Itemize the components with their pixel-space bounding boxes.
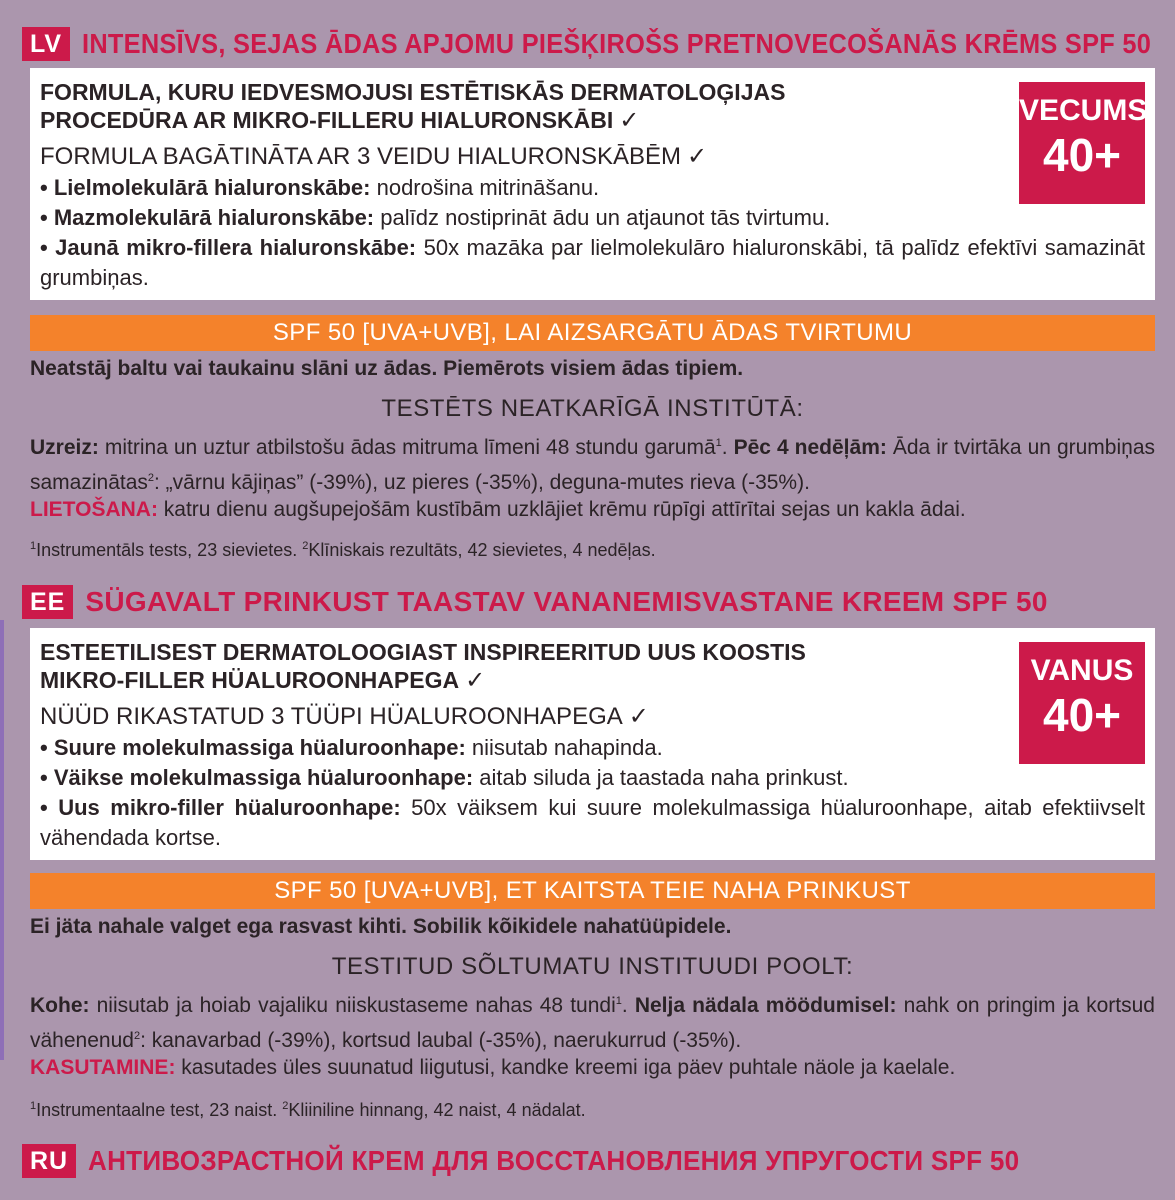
ee-bullet-3: • Uus mikro-filler hüaluroonhape: 50x väiksem kui suure molekulmassiga hüaluroonhape, aitab efektiivselt vähendada kortse. <box>40 795 1146 850</box>
lv-footnotes: $^1$Instrumentāls tests, 23 sievietes. $^2$Klīniskais rezultāts, 42 sievietes, 4 nedēļas. <box>30 540 656 560</box>
ee-results: Kohe: niisutab ja hoiab vajaliku niiskustaseme nahas 48 tundi$^1$. Nelja nädala möödumisel: nahk on pringim ja kortsud vähenenud$^2$: kanavarbad (-39%), kortsud laubal (-35%), naerukurrud (-35%). <box>30 994 1155 1052</box>
ee-enriched-heading: NÜÜD RIKASTATUD 3 TÜÜPI HÜALUROONHAPEGA ✓ <box>40 703 649 730</box>
ee-usage: KASUTAMINE: kasutades üles suunatud liigutusi, kandke kreemi iga päev puhtale näole ja kaelale. <box>30 1056 956 1079</box>
left-edge-strip <box>0 620 4 1060</box>
lv-check-icon-2: ✓ <box>687 143 708 170</box>
ee-formula-heading: ESTEETILISEST DERMATOLOOGIAST INSPIREERITUD UUS KOOSTIS MIKRO-FILLER HÜALUROONHAPEGA ✓ <box>40 639 806 694</box>
ee-formula-box <box>30 628 1155 860</box>
ee-check-icon: ✓ <box>465 667 486 694</box>
lv-usage: LIETOŠANA: katru dienu augšupejošām kustībām uzklājiet krēmu rūpīgi attīrītai sejas un kakla ādai. <box>30 498 966 521</box>
ee-age-badge: VANUS 40+ <box>1019 642 1145 764</box>
ee-title-row <box>22 580 1153 624</box>
ru-language-badge: RU <box>22 1144 76 1178</box>
lv-check-icon: ✓ <box>619 107 640 134</box>
lv-bullet-1: • Lielmolekulārā hialuronskābe: nodrošina mitrināšanu. <box>40 175 600 200</box>
ee-tested-heading: TESTITUD SÕLTUMATU INSTITUUDI POOLT: <box>331 953 854 980</box>
ee-footnotes: $^1$Instrumentaalne test, 23 naist. $^2$Kliiniline hinnang, 42 naist, 4 nädalat. <box>30 1100 586 1120</box>
ee-product-title: SÜGAVALT PRINKUST TAASTAV VANANEMISVASTANE KREEM SPF 50 <box>85 586 1048 617</box>
ee-spf-bar: SPF 50 [UVA+UVB], ET KAITSTA TEIE NAHA PRINKUST <box>30 873 1155 909</box>
lv-formula-heading: FORMULA, KURU IEDVESMOJUSI ESTĒTISKĀS DERMATOLOĢIJAS PROCEDŪRA AR MIKRO-FILLERU HIALURONSKĀBI ✓ <box>40 79 786 134</box>
ru-title-row <box>22 1139 1153 1183</box>
lv-enriched-heading: FORMULA BAGĀTINĀTA AR 3 VEIDU HIALURONSKĀBĒM ✓ <box>40 143 708 170</box>
ee-bullet-2: • Väikse molekulmassiga hüaluroonhape: aitab siluda ja taastada naha prinkust. <box>40 765 849 790</box>
ee-bullet-1: • Suure molekulmassiga hüaluroonhape: niisutab nahapinda. <box>40 735 663 760</box>
lv-results: Uzreiz: mitrina un uztur atbilstošu ādas mitruma līmeni 48 stundu garumā$^1$. Pēc 4 nedēļām: Āda ir tvirtāka un grumbiņas samazinātas$^2$: „vārnu kājiņas” (-39%), uz pieres (-35%), deguna-mutes rieva (-35%). <box>30 436 1155 494</box>
lv-bullet-2: • Mazmolekulārā hialuronskābe: palīdz nostiprināt ādu un atjaunot tās tvirtumu. <box>40 205 831 230</box>
lv-language-badge: LV <box>22 27 70 61</box>
ee-no-residue: Ei jäta nahale valget ega rasvast kihti. Sobilik kõikidele nahatüüpidele. <box>30 915 732 938</box>
lv-formula-box <box>30 68 1155 300</box>
lv-bullet-3: • Jaunā mikro-fillera hialuronskābe: 50x mazāka par lielmolekulāro hialuronskābi, tā palīdz efektīvi samazināt grumbiņas. <box>40 235 1145 290</box>
lv-spf-bar: SPF 50 [UVA+UVB], LAI AIZSARGĀTU ĀDAS TVIRTUMU <box>30 315 1155 351</box>
lv-product-title: INTENSĪVS, SEJAS ĀDAS APJOMU PIEŠĶIROŠS PRETNOVECOŠANĀS KRĒMS SPF 50 <box>82 28 1152 59</box>
lv-no-residue: Neatstāj baltu vai taukainu slāni uz ādas. Piemērots visiem ādas tipiem. <box>30 357 744 380</box>
lv-tested-heading: TESTĒTS NEATKARĪGĀ INSTITŪTĀ: <box>381 395 804 422</box>
lv-age-badge: VECUMS 40+ <box>1019 82 1145 204</box>
lv-title-row <box>22 22 1153 66</box>
ru-product-title: АНТИВОЗРАСТНОЙ КРЕМ ДЛЯ ВОССТАНОВЛЕНИЯ УПРУГОСТИ SPF 50 <box>88 1145 1020 1176</box>
ee-language-badge: EE <box>22 585 73 619</box>
ee-check-icon-2: ✓ <box>628 703 649 730</box>
